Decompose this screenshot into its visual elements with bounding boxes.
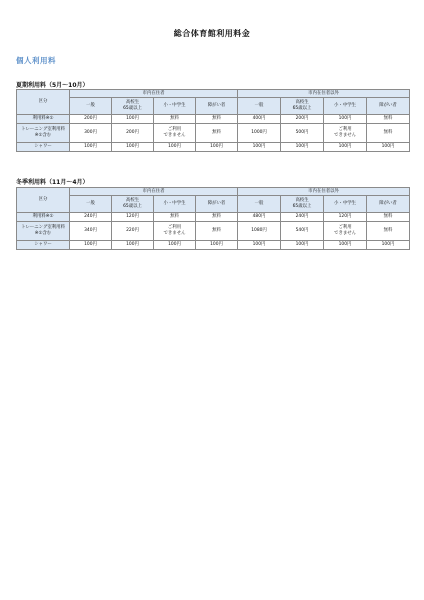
row-label: シャワー	[17, 241, 70, 250]
col-highschool-senior: 高校生 65歳以上	[112, 196, 154, 213]
fee-cell: 無料	[154, 213, 196, 222]
col-disabled: 障がい者	[367, 98, 410, 115]
fee-cell: ご利用 できません	[324, 124, 367, 143]
col-disabled: 障がい者	[367, 196, 410, 213]
col-highschool-senior: 高校生 65歳以上	[281, 98, 324, 115]
fee-cell: 無料	[196, 213, 238, 222]
fee-cell: 200円	[281, 115, 324, 124]
winter-fee-table	[16, 187, 410, 250]
col-general: 一般	[70, 196, 112, 213]
fee-cell: 100円	[70, 241, 112, 250]
fee-cell: 120円	[324, 213, 367, 222]
fee-cell: 400円	[238, 115, 281, 124]
fee-cell: 300円	[70, 124, 112, 143]
col-disabled: 障がい者	[196, 196, 238, 213]
summer-fee-table	[16, 89, 410, 152]
category-header: 区分	[17, 188, 70, 213]
fee-cell: 100円	[154, 241, 196, 250]
fee-cell: 無料	[196, 115, 238, 124]
fee-cell: 100円	[196, 143, 238, 152]
col-general: 一般	[238, 196, 281, 213]
fee-cell: 100円	[238, 241, 281, 250]
fee-cell: 340円	[70, 222, 112, 241]
col-disabled: 障がい者	[196, 98, 238, 115]
col-general: 一般	[238, 98, 281, 115]
col-highschool-senior: 高校生 65歳以上	[281, 196, 324, 213]
fee-cell: 100円	[154, 143, 196, 152]
fee-cell: 無料	[367, 222, 410, 241]
col-elementary-junior: 小・中学生	[154, 196, 196, 213]
fee-cell: 220円	[112, 222, 154, 241]
fee-cell: 120円	[112, 213, 154, 222]
fee-cell: 無料	[367, 213, 410, 222]
fee-cell: 500円	[281, 124, 324, 143]
fee-cell: 100円	[367, 241, 410, 250]
row-label: 利用料※①	[17, 115, 70, 124]
fee-cell: ご利用 できません	[154, 124, 196, 143]
col-general: 一般	[70, 98, 112, 115]
col-highschool-senior: 高校生 65歳以上	[112, 98, 154, 115]
fee-cell: 200円	[70, 115, 112, 124]
fee-cell: 100円	[281, 241, 324, 250]
col-elementary-junior: 小・中学生	[154, 98, 196, 115]
fee-cell: 100円	[324, 115, 367, 124]
fee-cell: 200円	[112, 124, 154, 143]
table-row	[17, 213, 410, 222]
row-label: シャワー	[17, 143, 70, 152]
table-row	[17, 115, 410, 124]
table-row	[17, 124, 410, 143]
row-label: トレーニング室利用料 ※①含む	[17, 124, 70, 143]
nonresident-header: 市内在住者以外	[238, 188, 410, 196]
fee-cell: 無料	[367, 124, 410, 143]
fee-cell: 1000円	[238, 124, 281, 143]
row-label: 利用料※①	[17, 213, 70, 222]
fee-cell: 100円	[238, 143, 281, 152]
fee-cell: 100円	[70, 143, 112, 152]
fee-cell: 100円	[112, 115, 154, 124]
fee-cell: 1080円	[238, 222, 281, 241]
fee-cell: 100円	[281, 143, 324, 152]
resident-header: 市内在住者	[70, 90, 238, 98]
winter-fee-title: 冬季利用料（11月～4月）	[16, 179, 89, 186]
table-row	[17, 143, 410, 152]
fee-cell: ご利用 できません	[154, 222, 196, 241]
fee-cell: 540円	[281, 222, 324, 241]
fee-cell: 100円	[324, 143, 367, 152]
fee-cell: 100円	[112, 143, 154, 152]
fee-cell: 無料	[196, 222, 238, 241]
category-header: 区分	[17, 90, 70, 115]
col-elementary-junior: 小・中学生	[324, 98, 367, 115]
nonresident-header: 市内在住者以外	[238, 90, 410, 98]
col-elementary-junior: 小・中学生	[324, 196, 367, 213]
fee-cell: 240円	[70, 213, 112, 222]
table-row	[17, 241, 410, 250]
section-heading-individual: 個人利用料	[16, 56, 56, 65]
document-title: 総合体育館利用料金	[173, 29, 251, 38]
fee-cell: 240円	[281, 213, 324, 222]
fee-cell: 無料	[154, 115, 196, 124]
table-row	[17, 222, 410, 241]
fee-cell: 100円	[324, 241, 367, 250]
fee-cell: 100円	[367, 143, 410, 152]
resident-header: 市内在住者	[70, 188, 238, 196]
fee-cell: ご利用 できません	[324, 222, 367, 241]
fee-cell: 無料	[367, 115, 410, 124]
fee-cell: 100円	[196, 241, 238, 250]
fee-cell: 無料	[196, 124, 238, 143]
fee-cell: 480円	[238, 213, 281, 222]
summer-fee-title: 夏期利用料（5月～10月）	[16, 82, 89, 89]
fee-cell: 100円	[112, 241, 154, 250]
row-label: トレーニング室利用料 ※①含む	[17, 222, 70, 241]
